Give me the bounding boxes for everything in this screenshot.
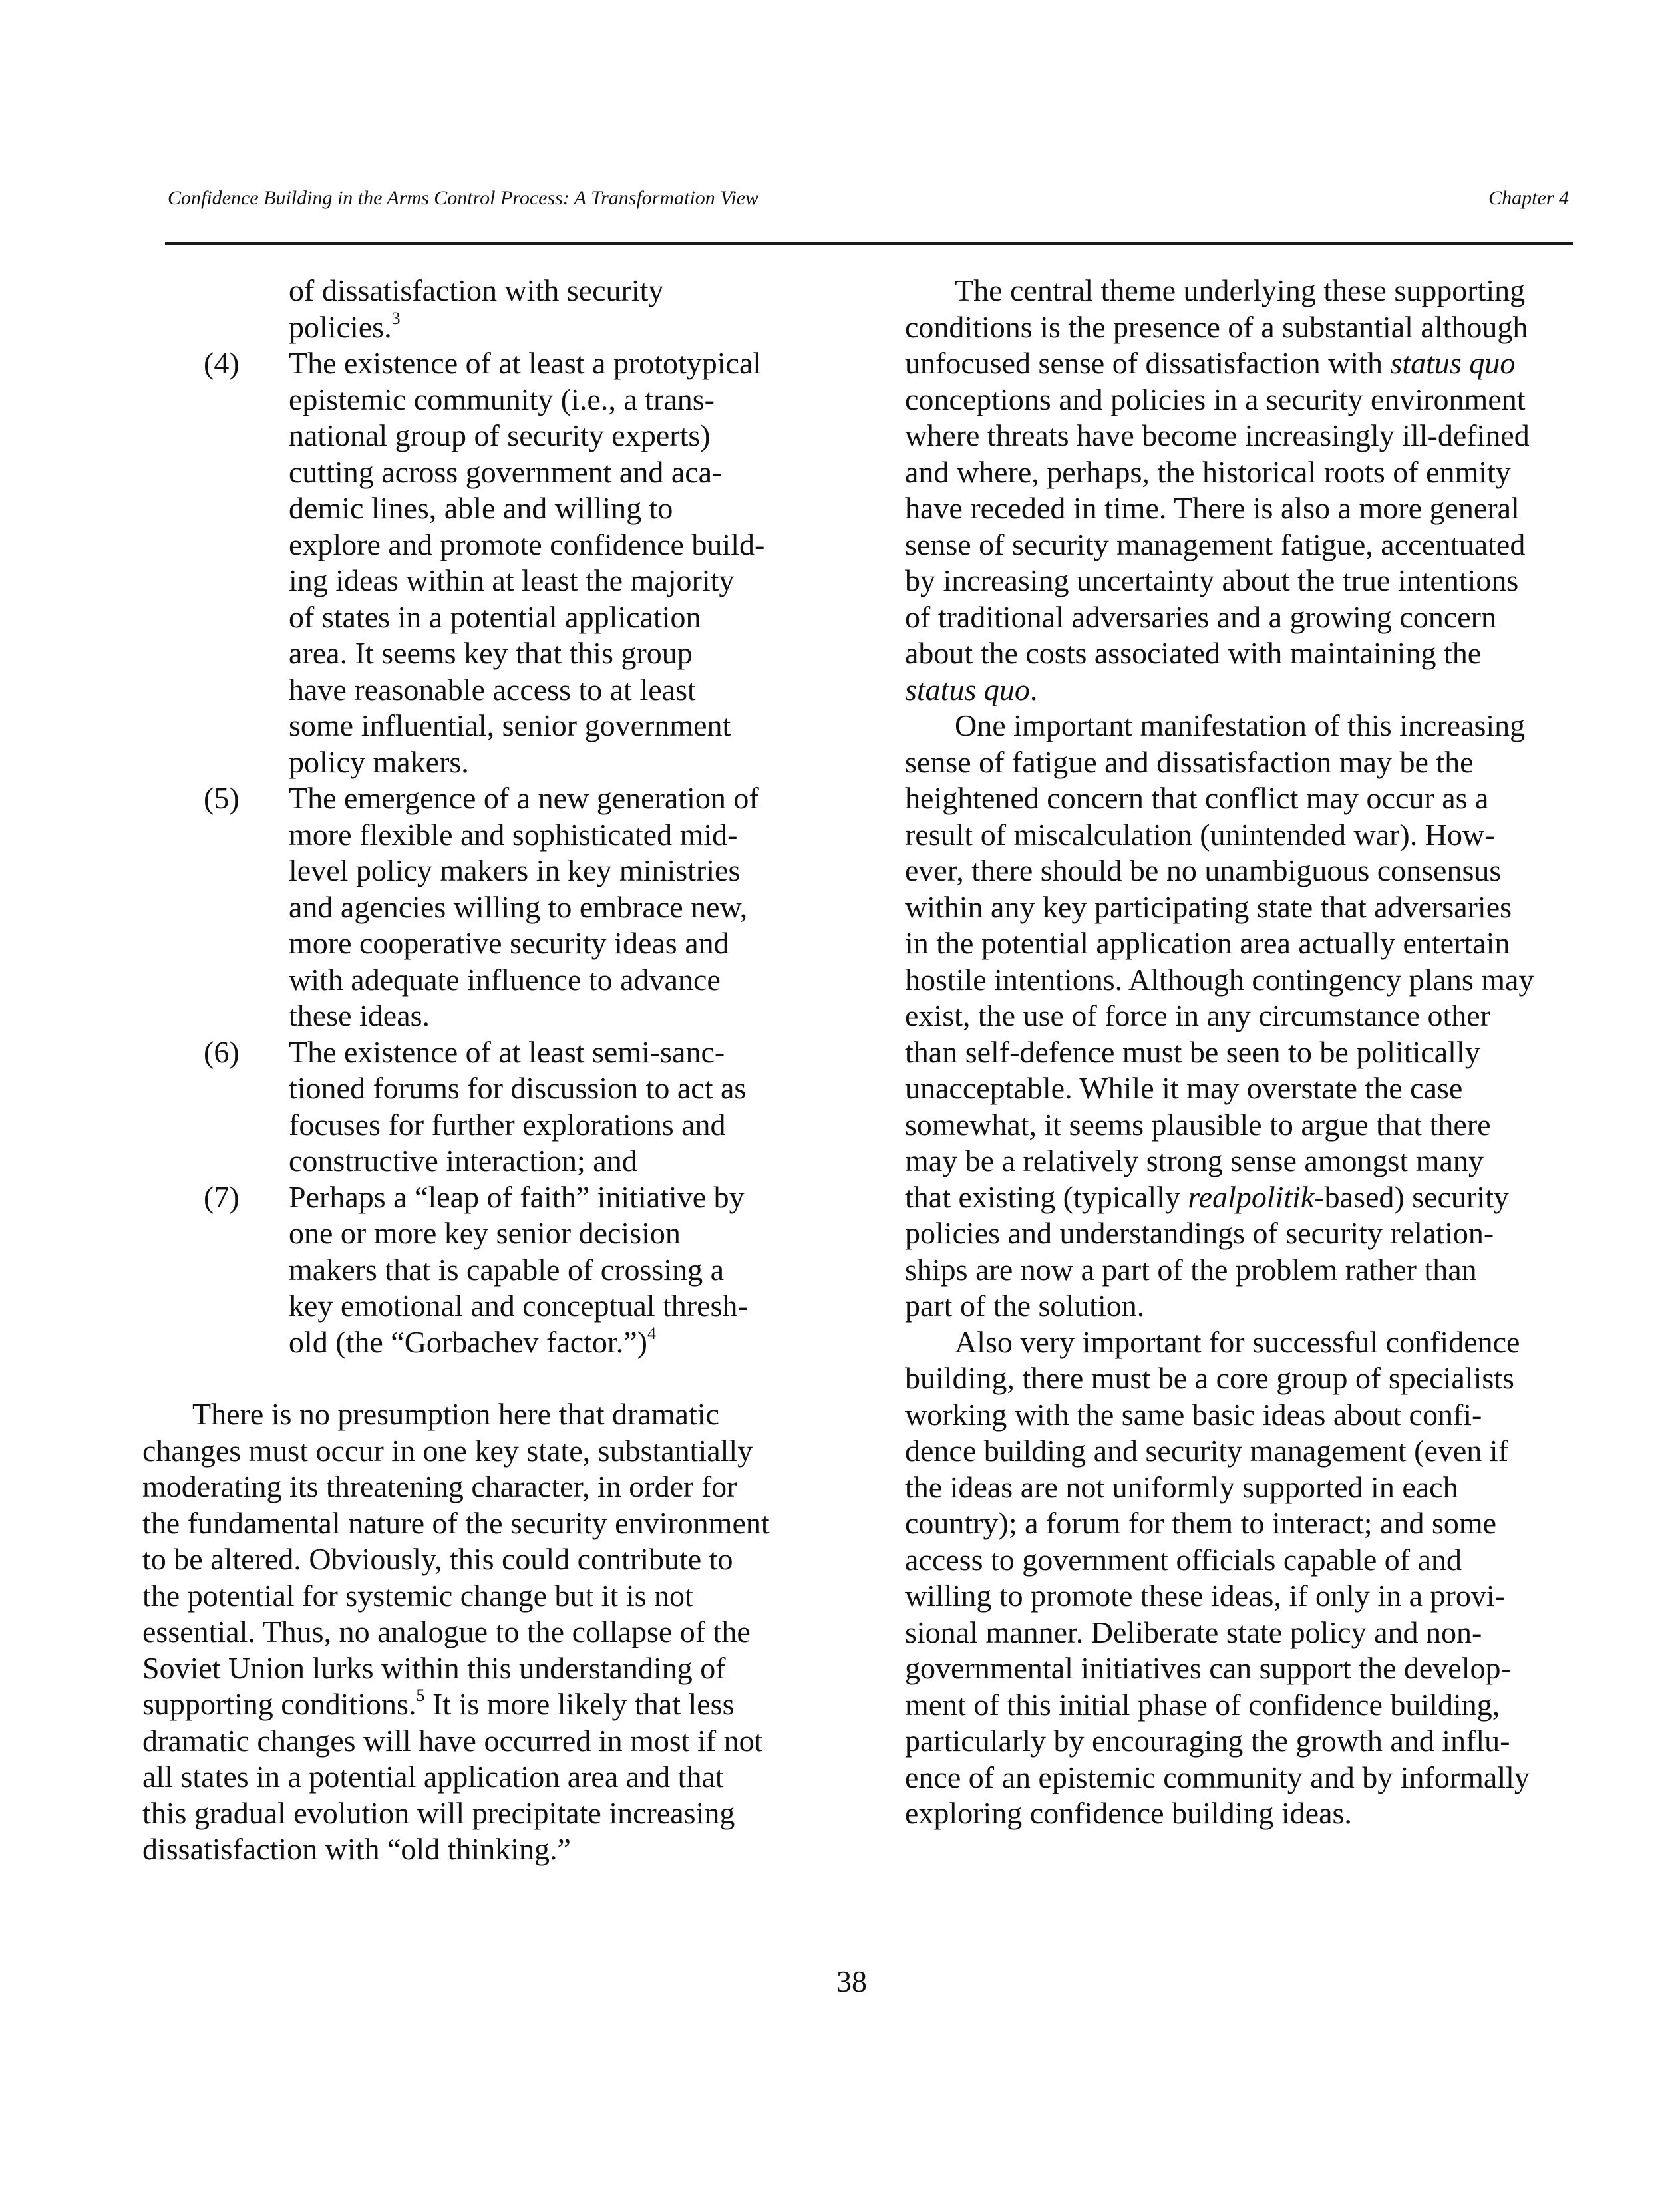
- footnote-ref-4: 4: [647, 1323, 656, 1343]
- page-number: 38: [836, 1964, 867, 1998]
- paragraph-line: supporting conditions.$^5$ It is more likely that less: [142, 1686, 735, 1721]
- list-number: (7): [204, 1179, 240, 1214]
- header-rule: [165, 242, 1573, 245]
- paragraph-line: country); a forum for them to interact; and some: [905, 1506, 1497, 1540]
- paragraph-line: all states in a potential application area and that: [142, 1760, 724, 1794]
- left-column: [142, 273, 814, 1868]
- list-item-7-line: old (the “Gorbachev factor.”)$^4$: [289, 1323, 656, 1359]
- paragraph-line: exist, the use of force in any circumstance other: [905, 999, 1491, 1032]
- paragraph-line: The central theme underlying these supporting: [955, 273, 1526, 307]
- footnote-ref-5: 5: [416, 1686, 425, 1705]
- paragraph-line: dissatisfaction with “old thinking.”: [142, 1832, 571, 1866]
- paragraph-line: somewhat, it seems plausible to argue that there: [905, 1107, 1491, 1142]
- paragraph-line: There is no presumption here that dramatic: [192, 1397, 719, 1431]
- list-number: (5): [204, 781, 240, 815]
- list-item-6-line: tioned forums for discussion to act as: [289, 1071, 747, 1105]
- paragraph-line: within any key participating state that adversaries: [905, 889, 1512, 924]
- list-item-5-line: these ideas.: [289, 999, 430, 1032]
- list-item-5-line: with adequate influence to advance: [289, 962, 721, 997]
- list-item-4-line: have reasonable access to at least: [289, 672, 696, 706]
- list-number: (6): [204, 1034, 240, 1069]
- list-item-7-line: key emotional and conceptual thresh-: [289, 1289, 748, 1323]
- list-item-6-line: constructive interaction; and: [289, 1144, 637, 1177]
- paragraph-line: dramatic changes will have occurred in most if not: [142, 1723, 763, 1758]
- footnote-ref-3: 3: [391, 308, 401, 328]
- list-item-3-line: of dissatisfaction with security: [289, 273, 664, 307]
- paragraph-line: One important manifestation of this increasing: [955, 708, 1526, 742]
- paragraph-line: about the costs associated with maintaining the: [905, 636, 1482, 670]
- paragraph-line: access to government officials capable of and: [905, 1542, 1462, 1577]
- paragraph-line: sense of fatigue and dissatisfaction may be the: [905, 744, 1474, 779]
- list-item-4-line: cutting across government and aca-: [289, 454, 723, 489]
- list-item-6-line: focuses for further explorations and: [289, 1107, 726, 1142]
- paragraph-line: than self-defence must be seen to be politically: [905, 1034, 1480, 1069]
- paragraph-line: working with the same basic ideas about confi-: [905, 1397, 1482, 1432]
- list-item-5-line: level policy makers in key ministries: [289, 854, 741, 887]
- running-header-title: Confidence Building in the Arms Control Process: A Transformation View: [168, 187, 759, 209]
- list-item-4-line: area. It seems key that this group: [289, 636, 693, 670]
- list-item-4: (4) The existence of at least a prototypical: [142, 345, 814, 382]
- paragraph-line: in the potential application area actually entertain: [905, 926, 1510, 960]
- list-item-4-line: of states in a potential application: [289, 599, 701, 634]
- list-item-4-line: policy makers.: [289, 744, 469, 779]
- paragraph-line: have receded in time. There is also a more general: [905, 491, 1520, 525]
- paragraph-line: exploring confidence building ideas.: [905, 1796, 1352, 1830]
- paragraph-line: to be altered. Obviously, this could contribute to: [142, 1542, 733, 1576]
- paragraph-line: that existing (typically realpolitik-based) security: [905, 1179, 1509, 1214]
- paragraph-line: moderating its threatening character, in order for: [142, 1470, 737, 1503]
- paragraph-line: the ideas are not uniformly supported in each: [905, 1470, 1458, 1504]
- paragraph-line: by increasing uncertainty about the true intentions: [905, 563, 1519, 597]
- paragraph-line: and where, perhaps, the historical roots of enmity: [905, 454, 1511, 489]
- paragraph-line: ment of this initial phase of confidence building,: [905, 1687, 1500, 1722]
- paragraph-line: heightened concern that conflict may occur as a: [905, 781, 1489, 815]
- paragraph-line: particularly by encouraging the growth and influ-: [905, 1724, 1510, 1758]
- paragraph-line: Also very important for successful confidence: [955, 1325, 1520, 1359]
- list-item-5-line: more cooperative security ideas and: [289, 926, 729, 960]
- paragraph-line: willing to promote these ideas, if only in a provi-: [905, 1579, 1505, 1613]
- list-item-4-line: explore and promote confidence build-: [289, 527, 765, 561]
- paragraph-line: essential. Thus, no analogue to the collapse of the: [142, 1615, 751, 1648]
- list-item-7-line: one or more key senior decision: [289, 1216, 681, 1250]
- paragraph-line: governmental initiatives can support the develop-: [905, 1651, 1511, 1685]
- paragraph-line: hostile intentions. Although contingency plans may: [905, 962, 1534, 997]
- paragraph-line: ence of an epistemic community and by informally: [905, 1760, 1530, 1794]
- paragraph-line: Soviet Union lurks within this understanding of: [142, 1650, 726, 1685]
- list-item-4-line: national group of security experts): [289, 418, 711, 452]
- running-header: [165, 180, 1573, 217]
- list-number: (4): [204, 346, 240, 380]
- list-item-5-line: more flexible and sophisticated mid-: [289, 817, 738, 852]
- paragraph-line: conceptions and policies in a security environment: [905, 382, 1526, 416]
- paragraph-line: may be a relatively strong sense amongst many: [905, 1144, 1484, 1177]
- paragraph-line: result of miscalculation (unintended war). How-: [905, 817, 1495, 852]
- list-item-5: (5) The emergence of a new generation of: [142, 780, 814, 817]
- paragraph-line: unacceptable. While it may overstate the case: [905, 1071, 1463, 1105]
- list-item-4-line: demic lines, able and willing to: [289, 491, 673, 525]
- list-item-7-line: makers that is capable of crossing a: [289, 1252, 724, 1287]
- paragraph-line: conditions is the presence of a substantial although: [905, 309, 1528, 344]
- list-item-4-line: epistemic community (i.e., a trans-: [289, 382, 715, 416]
- paragraph-line: status quo.: [905, 672, 1038, 706]
- running-header-chapter: Chapter 4: [1488, 187, 1569, 209]
- list-item-5-line: and agencies willing to embrace new,: [289, 889, 748, 924]
- list-item-7: (7) Perhaps a “leap of faith” initiative by: [142, 1179, 814, 1216]
- list-item-4-line: some influential, senior government: [289, 708, 731, 742]
- paragraph-line: part of the solution.: [905, 1289, 1145, 1323]
- paragraph-line: of traditional adversaries and a growing concern: [905, 599, 1496, 634]
- paragraph-line: changes must occur in one key state, substantially: [142, 1433, 753, 1468]
- list-item-6: (6) The existence of at least semi-sanc-: [142, 1034, 814, 1071]
- paragraph-line: sional manner. Deliberate state policy and non-: [905, 1615, 1482, 1649]
- paragraph-line: building, there must be a core group of specialists: [905, 1361, 1514, 1395]
- paragraph-line: ever, there should be no unambiguous consensus: [905, 854, 1502, 887]
- right-column: [905, 273, 1574, 1832]
- paragraph-line: the potential for systemic change but it is not: [142, 1578, 693, 1613]
- paragraph-line: dence building and security management (even if: [905, 1434, 1508, 1468]
- paragraph-line: the fundamental nature of the security environment: [142, 1505, 770, 1540]
- list-item-3-line: policies.$^3$: [289, 308, 401, 344]
- paragraph-line: ships are now a part of the problem rather than: [905, 1252, 1477, 1287]
- paragraph-line: where threats have become increasingly ill-defined: [905, 418, 1530, 452]
- list-item-4-line: ing ideas within at least the majority: [289, 563, 735, 597]
- paragraph-line: sense of security management fatigue, accentuated: [905, 527, 1526, 561]
- paragraph-line: policies and understandings of security relation-: [905, 1216, 1494, 1250]
- paragraph-line: this gradual evolution will precipitate increasing: [142, 1796, 735, 1830]
- paragraph-line: unfocused sense of dissatisfaction with status quo: [905, 346, 1516, 380]
